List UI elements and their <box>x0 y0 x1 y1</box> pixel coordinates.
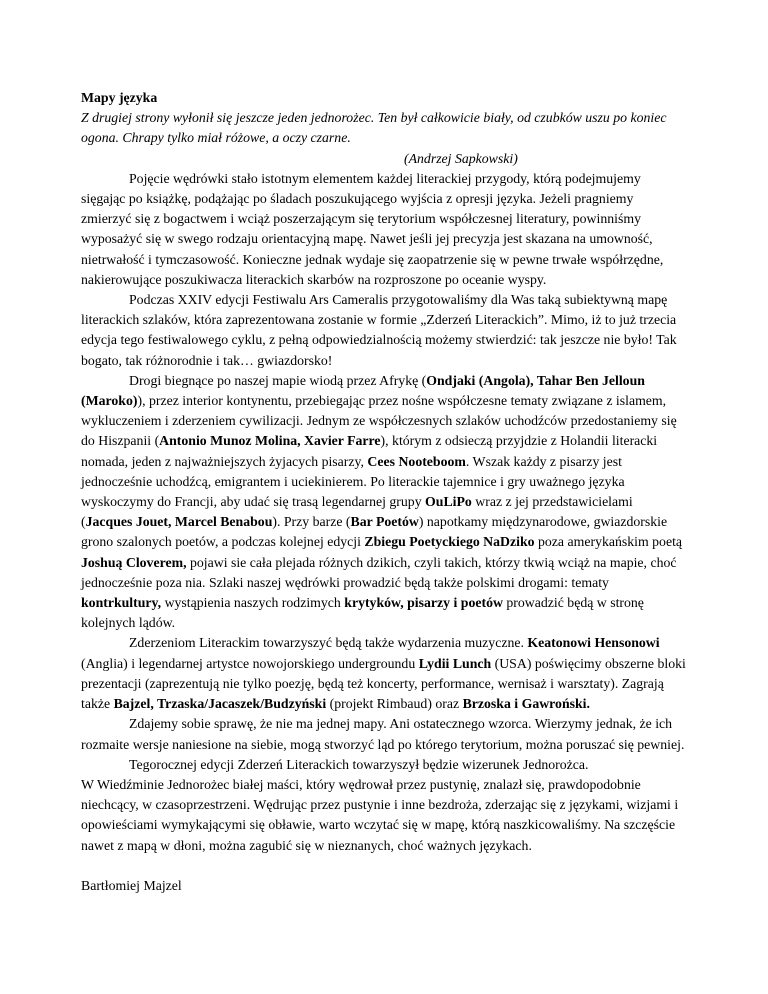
paragraph-7: W Wiedźminie Jednorożec białej maści, który wędrował przez pustynię, znalazł się, prawdopodobnie niechcący, w czasoprzestrzeni. Wędrując przez pustynie i inne bezdroża, zderzając się z językami, wizjami i opowieściami wymykającymi się obławie, warto wczytać się w mapę, którą naszkicowaliśmy. Na szczęście nawet z mapą w dłoni, można zagubić się w nieznanych, choć ważnych językach. <box>81 776 679 853</box>
p3-text-8: poza amerykańskim poetą <box>534 534 683 550</box>
p4-text-4: (projekt Rimbaud) oraz <box>326 696 463 712</box>
p3-text-2: ), przez interior kontynentu, przebiegając przez nośne współczesne tematy związane z islamem, wykluczeniem i zderzeniem cywilizacji. Jednym ze współczesnych szlaków uchodźców przedostaniemy się do Hiszpanii ( <box>81 393 677 449</box>
paragraph-2: Podczas XXIV edycji Festiwalu Ars Cameralis przygotowaliśmy dla Was taką subiektywną mapę literackich szlaków, która zaprezentowana zostanie w formie „Zderzeń Literackich”. Mimo, iż to już trzecia edycja tego festiwalowego cyklu, z pełną odpowiedzialnością możemy stwierdzić: tak jeszcze nie było! Tak bogato, tak różnorodnie i tak… gwiazdorsko! <box>81 292 677 368</box>
p3-text-5: wraz z jej przedstawicielami ( <box>81 494 633 530</box>
p3-text-10: wystąpienia naszych rodzimych <box>161 595 345 611</box>
p4-bold-4: Brzoska i Gawroński. <box>462 696 590 712</box>
p4-bold-1: Keatonowi Hensonowi <box>527 635 660 651</box>
paragraph-3 <box>81 371 687 634</box>
p3-text-3: ), którym z odsieczą przyjdzie z Holandii literacki nomada, jeden z najważniejszych żyjacych pisarzy, <box>81 433 658 469</box>
author-signature: Bartłomiej Majzel <box>81 877 182 893</box>
p3-text-6: ). Przy barze ( <box>272 514 351 530</box>
epigraph-author: (Andrzej Sapkowski) <box>404 150 518 166</box>
p3-bold-10: krytyków, pisarzy i poetów <box>344 595 503 611</box>
p3-bold-6: Bar Poetów <box>350 514 419 530</box>
paragraph-1: Pojęcie wędrówki stało istotnym elementem każdej literackiej przygody, którą podejmujemy sięgając po książkę, podążając po śladach poszukującego wyjścia z opresji języka. Jeżeli pragniemy zmierzyć się z bogactwem i wciąż poszerzającym się terytorium współczesnej literatury, powinniśmy wyposażyć się w swego rodzaju orientacyjną mapę. Nawet jeśli jej precyzja jest skazana na umowność, nietrwałość i tymczasowość. Konieczne jednak wydaje się zaopatrzenie się w pewne trwałe współrzędne, nakierowujące poszukiwacza literackich skarbów na rozproszone po oceanie wyspy. <box>81 170 664 287</box>
document-page <box>81 88 687 896</box>
p3-bold-1: Ondjaki (Angola), Tahar Ben Jelloun (Maroko) <box>81 372 645 409</box>
paragraph-6: Tegorocznej edycji Zderzeń Literackich towarzyszył będzie wizerunek Jednorożca. <box>129 756 589 772</box>
document-title: Mapy języka <box>81 90 158 105</box>
p4-text-3: (USA) poświęcimy obszerne bloki prezentacji (zaprezentują nie tylko poezję, będą też koncerty, performance, wernisaż i warsztaty). Zagrają także <box>81 655 686 712</box>
p4-bold-2: Lydii Lunch <box>418 655 492 671</box>
p3-bold-7: Zbiegu Poetyckiego NaDziko <box>364 534 535 550</box>
paragraph-5: Zdajemy sobie sprawę, że nie ma jednej mapy. Ani ostatecznego wzorca. Wierzymy jednak, że ich rozmaite wersje naniesione na siebie, mogą stworzyć ląd po którego terytorium, można poruszać się pewniej. <box>81 716 685 752</box>
p3-bold-8: Joshuą Cloverem, <box>81 554 187 570</box>
p3-text-7: ) napotkamy międzynarodowe, gwiazdorskie grono szalonych poetów, a podczas kolejnej edycji <box>81 514 668 550</box>
p3-text-11: prowadzić będą w stronę kolejnych lądów. <box>81 595 644 631</box>
p3-text-4: . Wszak każdy z pisarzy jest jednocześnie uchodźcą, emigrantem i uciekinierem. Po literackie tajemnice i gry uważnego języka wyskoczymy do Francji, aby udać się trasą legendarnej grupy <box>81 453 625 510</box>
p3-bold-3: Cees Nooteboom <box>367 453 466 469</box>
p3-text-9: pojawi sie cała plejada różnych dzikich, czyli takich, którzy tkwią wciąż na mapie, choć jednocześnie poza nia. Szlaki naszej wędrówki prowadzić będą także polskimi drogami: tematy <box>81 554 677 590</box>
p3-bold-2: Antonio Munoz Molina, Xavier Farre <box>159 433 381 449</box>
p3-bold-5: Jacques Jouet, Marcel Benabou <box>85 514 273 530</box>
p3-bold-4: OuLiPo <box>425 494 472 510</box>
p3-text-1: Drogi biegnące po naszej mapie wiodą przez Afrykę ( <box>129 372 427 388</box>
epigraph-quote: Z drugiej strony wyłonił się jeszcze jeden jednorożec. Ten był całkowicie biały, od czubków uszu po koniec ogona. Chrapy tylko miał różowe, a oczy czarne. <box>81 110 667 146</box>
p4-text-1: Zderzeniom Literackim towarzyszyć będą także wydarzenia muzyczne. <box>129 635 528 651</box>
p4-text-2: (Anglia) i legendarnej artystce nowojorskiego undergroundu <box>81 655 419 671</box>
paragraph-4 <box>81 633 687 714</box>
p3-bold-9: kontrkultury, <box>81 595 162 611</box>
p4-bold-3: Bajzel, Trzaska/Jacaszek/Budzyński <box>113 696 327 712</box>
